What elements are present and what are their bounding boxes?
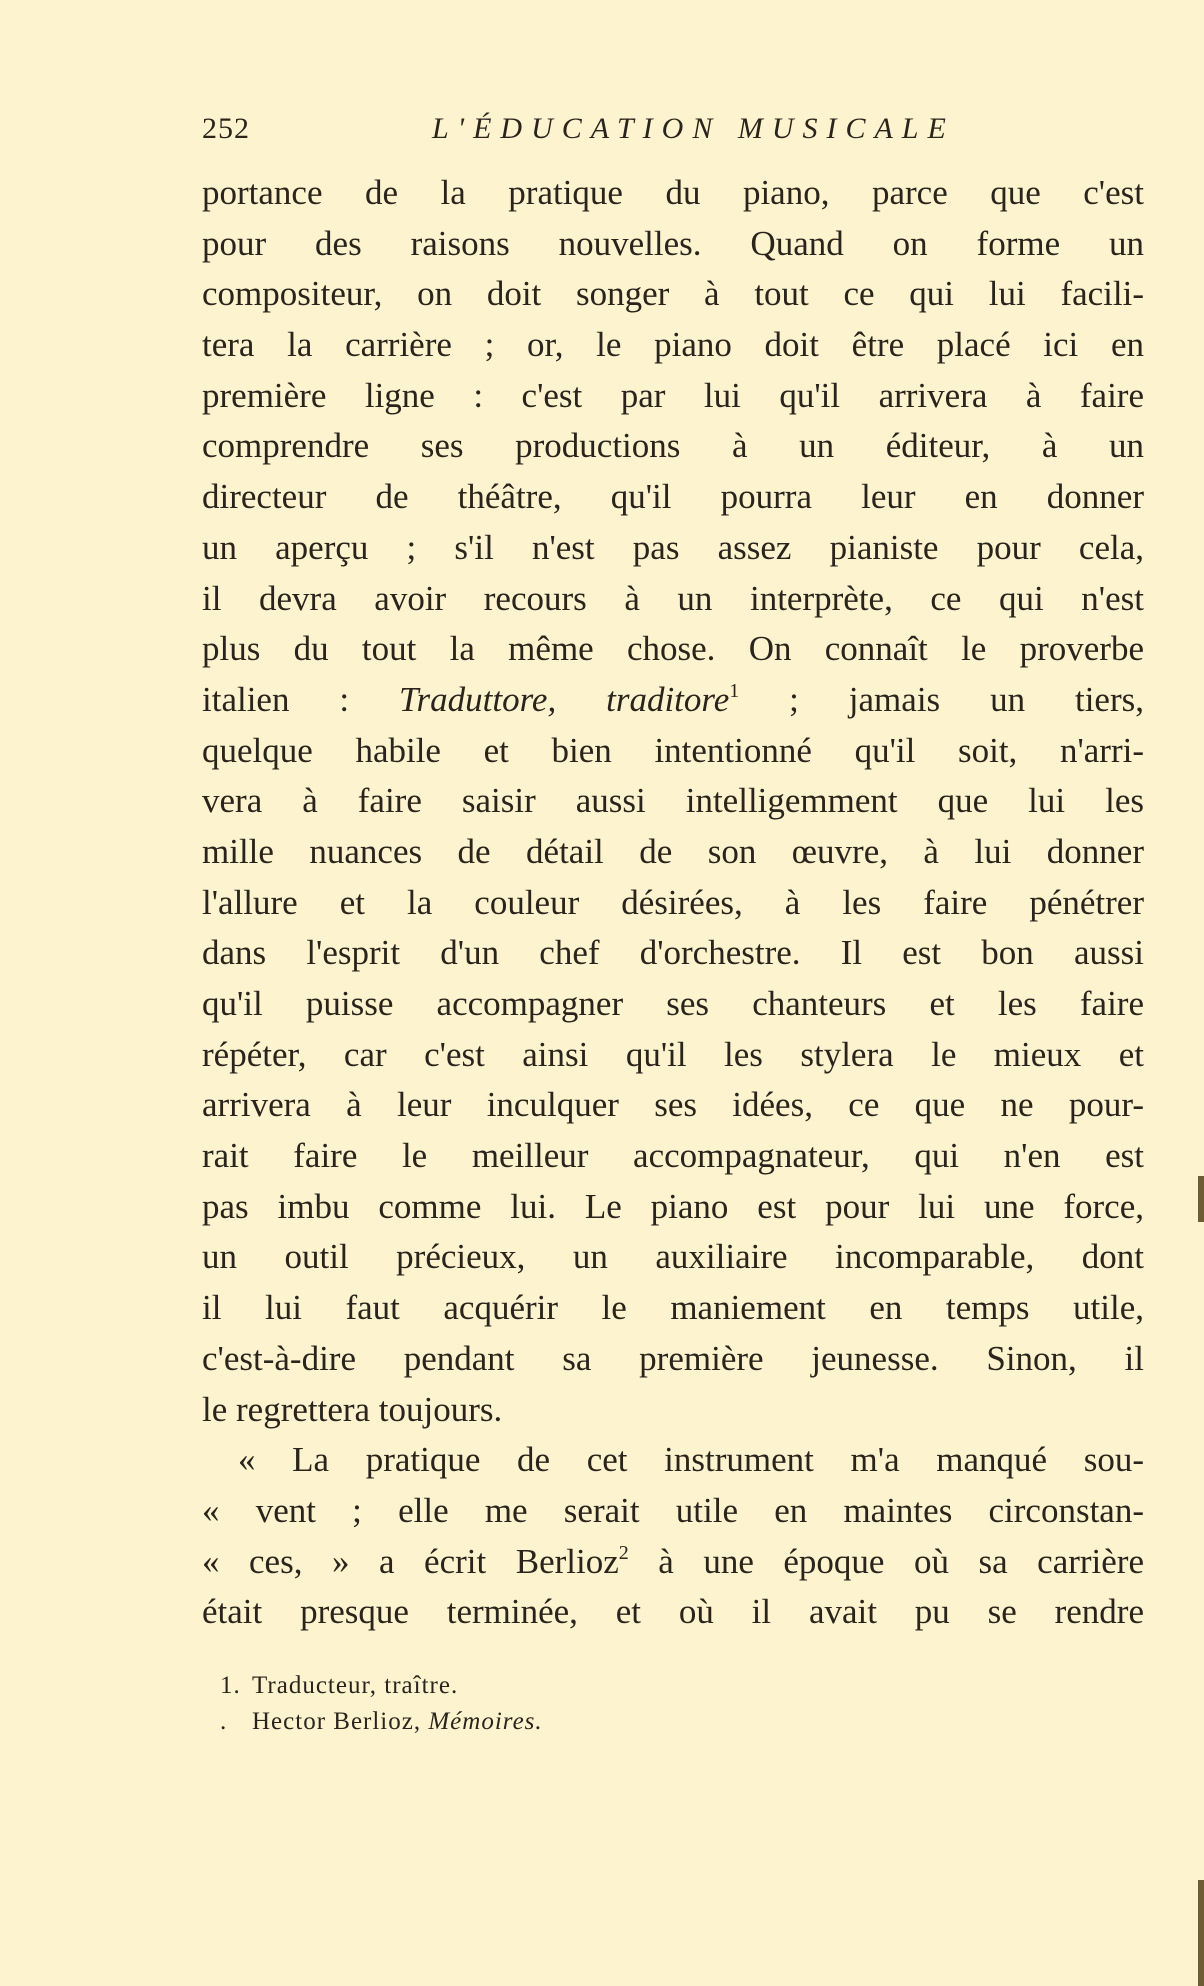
proverb-line [202,675,1144,726]
page-number: 252 [202,112,250,145]
footnote-1 [220,1668,1120,1704]
running-head [202,112,1144,152]
quote-continuation: à une époque où sa carrière [628,1541,1144,1581]
text-line: vera à faire saisir aussi intelligemment que lui les [202,781,1144,821]
text-line: pas imbu comme lui. Le piano est pour lui une force, [202,1186,1144,1226]
footnotes [220,1668,1120,1740]
footnote-ref-2: 2 [618,1541,629,1564]
text-line: répéter, car c'est ainsi qu'il les stylera le mieux et [202,1034,1144,1074]
text-line: était presque terminée, et où il avait pu se rendre [202,1592,1144,1632]
berlioz-line [202,1537,1144,1588]
page-edge-mark [1198,1176,1204,1222]
proverb-continuation: ; jamais un tiers, [739,679,1144,719]
footnote-2 [220,1704,1120,1740]
page-edge-mark [1198,1880,1204,1986]
quote-line: « La pratique de cet instrument m'a manqué sou- [238,1440,1144,1480]
quote-end: « ces, » a écrit Berlioz [202,1541,619,1581]
footnote-number: 1. [220,1672,241,1699]
text-line: un aperçu ; s'il n'est pas assez pianiste pour cela, [202,527,1144,567]
footnote-text: Hector Berlioz, [252,1708,429,1735]
text-line: pour des raisons nouvelles. Quand on forme un [202,223,1144,263]
text-line: il devra avoir recours à un interprète, ce qui n'est [202,578,1144,618]
text-line: dans l'esprit d'un chef d'orchestre. Il est bon aussi [202,933,1144,973]
text-line: plus du tout la même chose. On connaît le proverbe [202,629,1144,669]
footnote-ref-1: 1 [729,679,740,702]
quote-line: « vent ; elle me serait utile en maintes circonstan- [202,1490,1144,1530]
text-line: un outil précieux, un auxiliaire incomparable, dont [202,1237,1144,1277]
text-line: c'est-à-dire pendant sa première jeunesse. Sinon, il [202,1338,1144,1378]
paragraph-end-line: le regrettera toujours. [202,1389,503,1429]
footnote-number: . [220,1708,228,1735]
text-line: quelque habile et bien intentionné qu'il soit, n'arri- [202,730,1144,770]
footnote-italic: Mémoires. [428,1708,543,1735]
text-line: tera la carrière ; or, le piano doit être placé ici en [202,325,1144,365]
proverb-italic: Traduttore, traditore [399,679,730,719]
text-line: compositeur, on doit songer à tout ce qui lui facili- [202,274,1144,314]
text-line: arrivera à leur inculquer ses idées, ce que ne pour- [202,1085,1144,1125]
text-line: mille nuances de détail de son œuvre, à lui donner [202,831,1144,871]
text-line: première ligne : c'est par lui qu'il arrivera à faire [202,375,1144,415]
footnote-text: Traducteur, traître. [252,1672,459,1699]
text-line: comprendre ses productions à un éditeur, à un [202,426,1144,466]
text-line: portance de la pratique du piano, parce que c'est [202,173,1144,212]
text-line: rait faire le meilleur accompagnateur, qui n'en est [202,1136,1144,1176]
text-line: directeur de théâtre, qu'il pourra leur en donner [202,477,1144,517]
text-line: qu'il puisse accompagner ses chanteurs et les faire [202,984,1144,1023]
text-line: il lui faut acquérir le maniement en temps utile, [202,1288,1144,1328]
running-title: L'ÉDUCATION MUSICALE [432,112,955,145]
main-text [202,168,1144,1638]
text-line: l'allure et la couleur désirées, à les faire pénétrer [202,882,1144,922]
proverb-intro: italien : [202,679,399,719]
